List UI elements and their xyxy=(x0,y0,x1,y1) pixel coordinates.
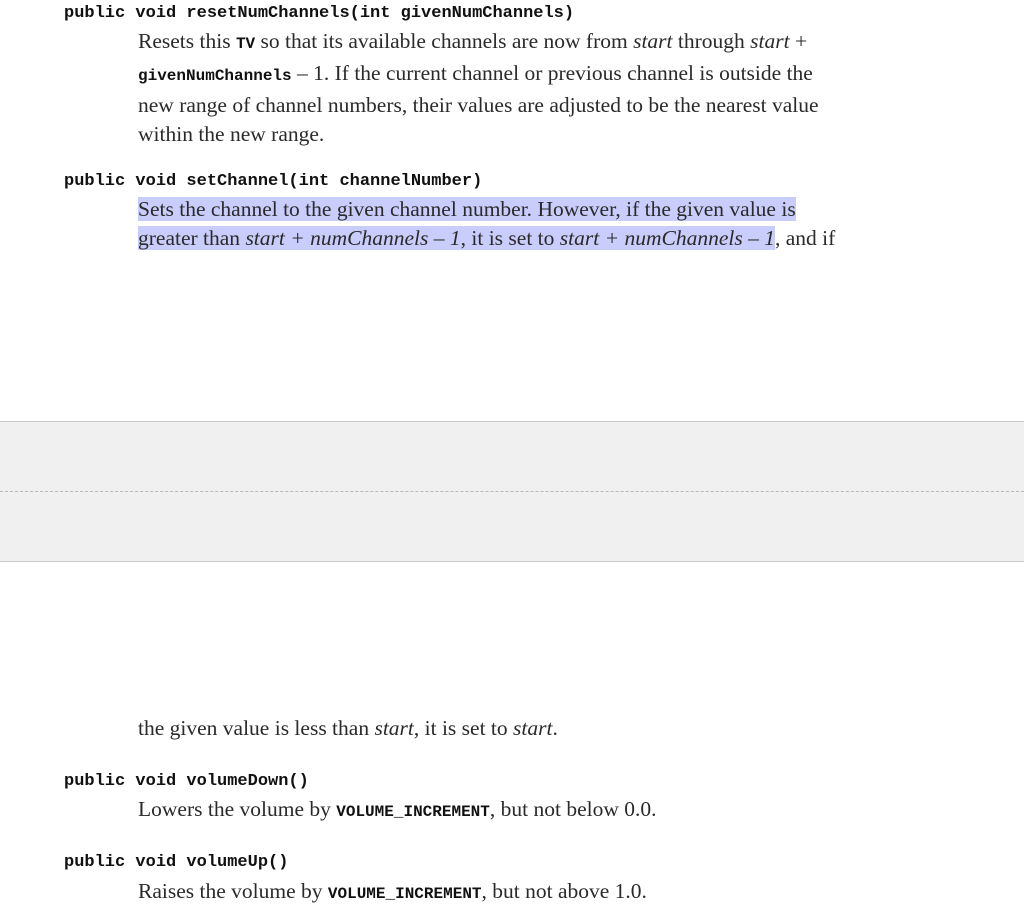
method-signature-reset-num-channels: public void resetNumChannels(int givenNumChannels) xyxy=(64,4,575,23)
description-line xyxy=(138,877,958,909)
method-signature-volume-down: public void volumeDown() xyxy=(64,772,309,791)
method-signature-set-channel: public void setChannel(int channelNumber) xyxy=(64,172,483,191)
method-description-set-channel-continued xyxy=(138,714,958,743)
description-line xyxy=(138,195,958,224)
method-description-volume-down xyxy=(138,795,958,827)
text-run: , it is set to xyxy=(460,226,560,250)
text-run: , but not below 0.0. xyxy=(489,797,657,821)
italic-start: start xyxy=(633,29,673,53)
text-run: Lowers the volume by xyxy=(138,797,337,821)
text-run: greater than xyxy=(138,226,246,250)
text-run: Resets this xyxy=(138,29,236,53)
text-run: so that its available channels are now from xyxy=(255,29,634,53)
code-given-num-channels: givenNumChannels xyxy=(138,67,292,85)
description-line xyxy=(138,714,958,743)
code-volume-increment: VOLUME_INCREMENT xyxy=(327,885,482,903)
text-run: through xyxy=(672,29,751,53)
method-description-reset-num-channels xyxy=(138,27,958,149)
method-signature-volume-up: public void volumeUp() xyxy=(64,853,289,872)
description-line xyxy=(138,795,958,827)
text-run: . xyxy=(552,716,558,740)
text-run: , it is set to xyxy=(413,716,514,740)
description-line xyxy=(138,224,958,253)
text-run: – 1. If the current channel or previous channel is outside the xyxy=(291,61,813,85)
italic-start: start xyxy=(513,716,553,740)
italic-start: start xyxy=(374,716,414,740)
text-run: , and if xyxy=(775,226,836,250)
description-line: within the new range. xyxy=(138,122,325,146)
code-tv: TV xyxy=(235,35,256,53)
highlighted-text[interactable]: Sets the channel to the given channel number. xyxy=(138,197,538,221)
page-break xyxy=(0,421,1024,562)
description-line: new range of channel numbers, their values are adjusted to be the nearest value xyxy=(138,93,819,117)
method-description-volume-up xyxy=(138,877,958,909)
highlighted-text[interactable]: However, if the given value is xyxy=(537,197,796,221)
text-run: , but not above 1.0. xyxy=(481,879,647,903)
page-break-divider xyxy=(0,491,1024,492)
method-description-set-channel xyxy=(138,195,958,253)
text-run: the given value is less than xyxy=(138,716,375,740)
code-volume-increment: VOLUME_INCREMENT xyxy=(336,803,490,821)
description-line xyxy=(138,27,958,59)
italic-start: start xyxy=(750,29,790,53)
text-run: + xyxy=(789,29,808,53)
italic-expression: start + numChannels – 1 xyxy=(559,226,775,250)
description-line xyxy=(138,59,958,91)
highlighted-text[interactable] xyxy=(138,226,775,250)
text-run: Raises the volume by xyxy=(138,879,328,903)
italic-expression: start + numChannels – 1 xyxy=(245,226,461,250)
